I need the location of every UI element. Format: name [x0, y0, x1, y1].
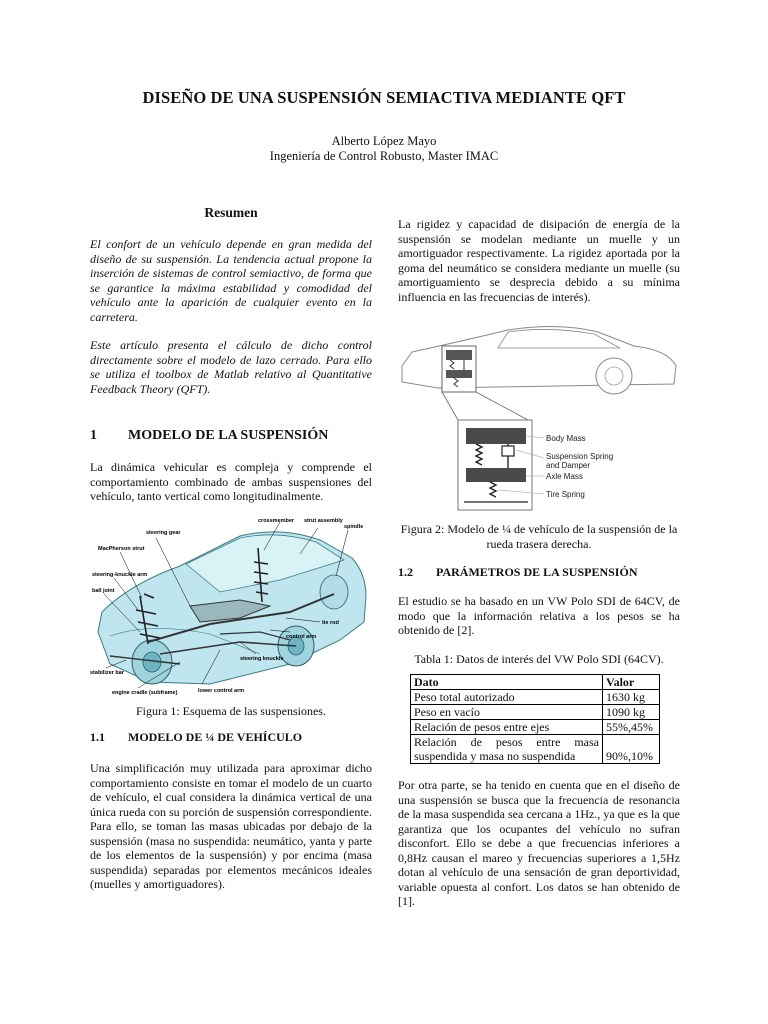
section-1-1-paragraph: Una simplificación muy utilizada para aproximar dicho comportamiento consiste en tomar el modelo de un cuarto de vehículo, el cual considera la dinámica vertical de una única rueda con su porción de suspensión correspondiente. Para ello, se toman las masas ubicadas por debajo de la suspensión (masa no suspendida: neumático, yanta y parte de los elementos de la suspensión) y por encima (masa suspendida) separadas por elementos mecánicos ideales (muelles y amortiguadores). [90, 761, 372, 891]
quarter-car-illustration [398, 322, 680, 514]
table-row [411, 690, 660, 705]
label-steering-knuckle-arm: steering-knuckle arm [92, 571, 148, 578]
subsection-title: MODELO DE ¼ DE VEHÍCULO [128, 730, 303, 744]
label-lower-control-arm: lower control arm [198, 687, 245, 694]
label-strut-assembly: strut assembly [304, 517, 343, 524]
section-number: 1 [90, 428, 97, 443]
left-column [90, 205, 372, 892]
section-1-heading [90, 428, 372, 444]
section-1-paragraph: La dinámica vehicular es compleja y comprende el comportamiento combinado de ambas suspensiones del vehículo, tanto vertical como longitudinalmente. [90, 460, 372, 503]
label-spindle: spindle [344, 523, 364, 530]
data-table [410, 674, 660, 764]
subsection-number: 1.1 [90, 730, 105, 744]
subsection-title: PARÁMETROS DE LA SUSPENSIÓN [436, 565, 638, 579]
table-header-row [411, 675, 660, 690]
label-axle-mass: Axle Mass [546, 472, 583, 481]
section-1-2-paragraph-1: El estudio se ha basado en un VW Polo SDI de 64CV, de modo que la información relativa a los pesos se ha obtenido de [2]. [398, 594, 680, 637]
label-and-damper: and Damper [546, 461, 591, 470]
section-title: MODELO DE LA SUSPENSIÓN [128, 428, 329, 443]
table-header-cell: Valor [603, 675, 660, 690]
label-steering-knuckle: steering knuckle [240, 655, 284, 662]
figure-2-caption: Figura 2: Modelo de ¼ de vehículo de la suspensión de la rueda trasera derecha. [400, 522, 678, 551]
car-suspension-illustration [90, 514, 372, 700]
table-cell: Peso en vacío [411, 705, 603, 720]
author-name: Alberto López Mayo [331, 134, 437, 148]
right-column [398, 217, 680, 909]
table-cell: Relación de pesos entre ejes [411, 720, 603, 735]
label-control-arm: control arm [286, 633, 317, 640]
author-block [0, 134, 768, 164]
table-header-cell: Dato [411, 675, 603, 690]
table-row [411, 720, 660, 735]
label-crossmember: crossmember [258, 517, 295, 524]
label-tire-spring: Tire Spring [546, 490, 585, 499]
table-cell: Relación de pesos entre masa suspendida y masa no suspendida [411, 735, 603, 764]
label-stabilizer-bar: stabilizer bar [90, 669, 124, 676]
label-tie-rod: tie rod [322, 619, 339, 626]
figure-2 [398, 322, 680, 514]
label-steering-gear: steering gear [146, 529, 181, 536]
author-affiliation: Ingeniería de Control Robusto, Master IMAC [269, 149, 499, 163]
right-paragraph-1: La rigidez y capacidad de disipación de energía de la suspensión se modelan mediante un muelle y un amortiguador respectivamente. La rigidez aportada por la goma del neumático se considera mediante un muelle (su amortiguamiento se desprecia debido a su mínima influencia en las frecuencias de interés). [398, 217, 680, 304]
label-ball-joint: ball joint [92, 587, 115, 594]
paper-title: DISEÑO DE UNA SUSPENSIÓN SEMIACTIVA MEDIANTE QFT [142, 88, 626, 107]
label-body-mass: Body Mass [546, 434, 586, 443]
table-cell: 55%,45% [603, 720, 660, 735]
section-1-2-heading [398, 565, 680, 580]
abstract-heading: Resumen [204, 205, 258, 220]
abstract-paragraph-2: Este artículo presenta el cálculo de dicho control directamente sobre el modelo de lazo cerrado. Para ello se utiliza el toolbox de Matlab relativo al Quantitative Feedback Theory (QFT). [90, 338, 372, 396]
table-cell: 1090 kg [603, 705, 660, 720]
table-cell: 90%,10% [603, 735, 660, 764]
table-row [411, 735, 660, 764]
label-macpherson: MacPherson strut [98, 545, 145, 552]
table-row [411, 705, 660, 720]
label-engine-cradle: engine cradle (subframe) [112, 689, 178, 696]
figure-1-caption: Figura 1: Esquema de las suspensiones. [136, 703, 326, 718]
subsection-number: 1.2 [398, 565, 413, 579]
table-cell: 1630 kg [603, 690, 660, 705]
table-1-caption: Tabla 1: Datos de interés del VW Polo SDI (64CV). [414, 651, 664, 666]
label-suspension-spring: Suspension Spring [546, 452, 614, 461]
figure-1 [90, 514, 372, 700]
section-1-2-paragraph-2: Por otra parte, se ha tenido en cuenta que en el diseño de una suspensión se busca que la frecuencia de resonancia de la masa suspendida sea cercana a 1Hz., ya que es la que garantiza que los ocupantes del vehículo no sufran disconfort. Ello se debe a que frecuencias inferiores a 0,8Hz causan el mareo y frecuencias superiores a 1,5Hz dotan al vehículo de una sensación de gran deportividad, variable opuesta al confort. Los datos se han obtenido de [1]. [398, 778, 680, 908]
section-1-1-heading [90, 730, 372, 745]
abstract-paragraph-1: El confort de un vehículo depende en gran medida del diseño de su suspensión. La tendencia actual propone la inserción de sistemas de control semiactivo, de forma que se garantice la máxima estabilidad y comodidad del vehículo ante la aparición de cualquier evento en la carretera. [90, 237, 372, 324]
table-cell: Peso total autorizado [411, 690, 603, 705]
